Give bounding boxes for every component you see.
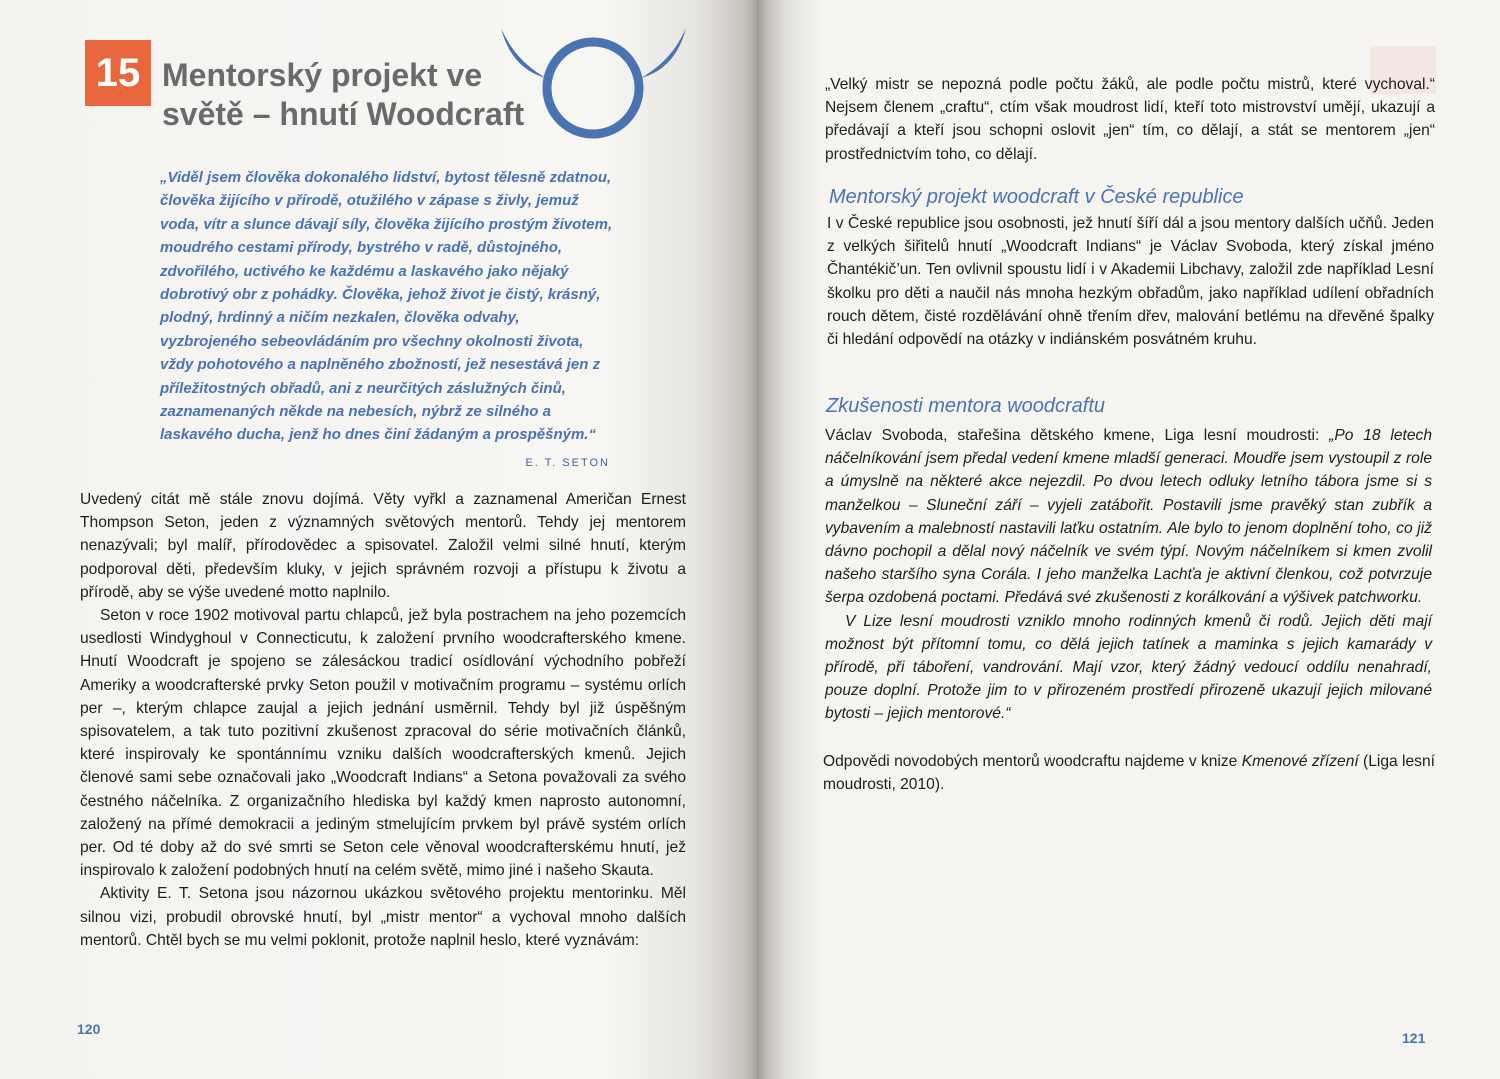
section-czech-project-text — [827, 212, 1434, 351]
paragraph: Aktivity E. T. Setona jsou názornou ukázkou světového projektu mentorinku. Měl silnou vizi, probudil obrovské hnutí, byl „mistr mentor“ a vychoval mnoho dalších mentorů. Chtěl bych se mu velmi poklonit, protože naplnil heslo, které vyznávám: — [80, 885, 686, 949]
chapter-title: Mentorský projekt ve světě – hnutí Woodcraft — [162, 57, 525, 132]
closing-text: Odpovědi novodobých mentorů woodcraftu najdeme v knize — [823, 753, 1242, 770]
section-heading-czech-project: Mentorský projekt woodcraft v České republice — [829, 186, 1244, 208]
paragraph: Seton v roce 1902 motivoval partu chlapců, jež byla postrachem na jeho pozemcích usedlosti Windyghoul v Connecticutu, k založení prvního woodcrafterského kmene. Hnutí Woodcraft je spojeno se zálesáckou tradicí osídlování východního pobřeží Ameriky a woodcrafterské prvky Seton použil v motivačním programu – systému orlích per –, kterým chlapce zaujal a jejich jednání usměrnil. Tehdy byl již úspěšným spisovatelem, a tak tuto pozitivní zkušenost zpracoval do série motivačních článků, které inspirovaly ke spontánnímu vzniku dalších woodcrafterských kmenů. Jejich členové sami sebe označovali jako „Woodcraft Indians“ a Setona považovali za svého čestného náčelníka. Z organizačního hlediska byl každý kmen naprosto autonomní, založený na přímé demokracii a jediným stmelujícím prvkem byl právě systém orlích per. Od té doby až do své smrti se Seton cele věnoval woodcrafterskému hnutí, jež inspirovalo k založení podobných hnutí na celém světě, mimo jiné i našeho Skauta. — [80, 607, 686, 880]
paragraph — [825, 424, 1432, 610]
woodcraft-emblem-icon — [496, 26, 691, 144]
left-body-text — [80, 488, 686, 952]
closing-citation: (Liga lesní moudrosti, 2010). — [823, 753, 1435, 794]
paragraph: Uvedený citát mě stále znovu dojímá. Věty vyřkl a zaznamenal Američan Ernest Thompson Seton, jeden z významných světových mentorů. Tehdy jej mentorem nenazývali; byl malíř, přírodovědec a spisovatel. Založil velmi silné hnutí, kterým podporoval děti, především kluky, v jejich správném rozvoji a přístupu k životu a přírodě, aby se výše uvedené motto naplnilo. — [80, 491, 686, 601]
right-intro-paragraph — [825, 73, 1435, 166]
motto-author: E. T. SETON — [525, 457, 610, 469]
quote-text: „Po 18 letech náčelníkování jsem předal vedení kmene mladší generaci. Moudře jsem vystoupil z role a úmyslně na některé akce nejezdil. Po dvou letech odluky letního tábora jsme si s manželkou – Sluneční září – vyjeli zatábořit. Postavili jsme pravěký stan zubřík a vybavením a malebností nastavili laťku ostatním. Ale bylo to jenom doplnění toho, co již dávno pochopil a dělal nový náčelník ve svém týpí. Novým náčelníkem si kmen zvolil našeho staršího syna Corála. I jeho manželka Lachťa je aktivní členkou, což potvrzuje šerpa ozdobená poctami. Předává své zkušenosti z korálkování a výšivek patchworku. — [825, 427, 1432, 607]
paragraph: I v České republice jsou osobnosti, jež hnutí šíří dál a jsou mentory dalších učňů. Jeden z velkých šiřitelů hnutí „Woodcraft Indians“ je Václav Svoboda, který získal jméno Čhantékič’un. Ten ovlivnil spoustu lidí i v Akademii Libchavy, založil zde například Lesní školku pro děti a naučil nás mnoha hezkým obřadům, jako například udílení obřadních rouch dětem, čisté rozdělávání ohně třením dřev, malování betlému na dřevěné špalky či hledání odpovědí na otázky v indiánském posvátném kruhu. — [827, 215, 1434, 349]
paragraph — [823, 750, 1435, 796]
section-heading-mentor-experience: Zkušenosti mentora woodcraftu — [826, 395, 1106, 417]
page-number-right: 121 — [1402, 1030, 1426, 1046]
chapter-number-badge: 15 — [85, 40, 151, 106]
section-mentor-experience-text — [825, 424, 1432, 726]
quote-paragraph: V Lize lesní moudrosti vzniklo mnoho rodinných kmenů či rodů. Jejich děti mají možnost být přítomní tomu, co dělá jejich tatínek a maminka s jejich kamarády v přírodě, při táboření, vandrování. Mají vzor, který žádný vedoucí oddílu nenahradí, pouze doplní. Protože jim to v přirozeném prostředí přirozeně ukazují jejich milované bytosti – jejich mentorové.“ — [825, 612, 1432, 723]
paragraph: „Velký mistr se nepozná podle počtu žáků, ale podle počtu mistrů, které vychoval.“ Nejsem členem „craftu“, ctím však moudrost lidí, kteří toto mistrovství umějí, ukazují a předávají a kteří jsou schopni oslovit „jen“ tím, co dělají, a stát se mentorem „jen“ prostřednictvím toho, co dělají. — [825, 76, 1435, 163]
quote-lead: Václav Svoboda, stařešina dětského kmene, Liga lesní moudrosti: — [825, 427, 1330, 444]
closing-paragraph — [823, 750, 1435, 796]
book-title: Kmenové zřízení — [1241, 753, 1359, 770]
motto-quote: „Viděl jsem člověka dokonalého lidství, bytost tělesně zdatnou, člověka žijícího v přírodě, otužilého v zápase s živly, jemuž voda, vítr a slunce dávají síly, člověka žijícího prostým životem, moudrého cestami přírody, bystrého v radě, důstojného, zdvořilého, uctivého ke každému a laskavého jako nějaký dobrotivý obr z pohádky. Člověka, jehož život je čistý, krásný, plodný, hrdinný a ničím nezkalen, člověka odvahy, vyzbrojeného sebeovládáním pro všechny okolnosti života, vždy pohotového a naplněného zbožností, jež nesestává jen z příležitostných obřadů, ani z neurčitých záslužných činů, zaznamenaných někde na nebesích, nýbrž ze silného a laskavého ducha, jenž ho dnes činí žádaným a prospěšným.“ — [160, 169, 613, 444]
page-number-left: 120 — [77, 1021, 101, 1037]
